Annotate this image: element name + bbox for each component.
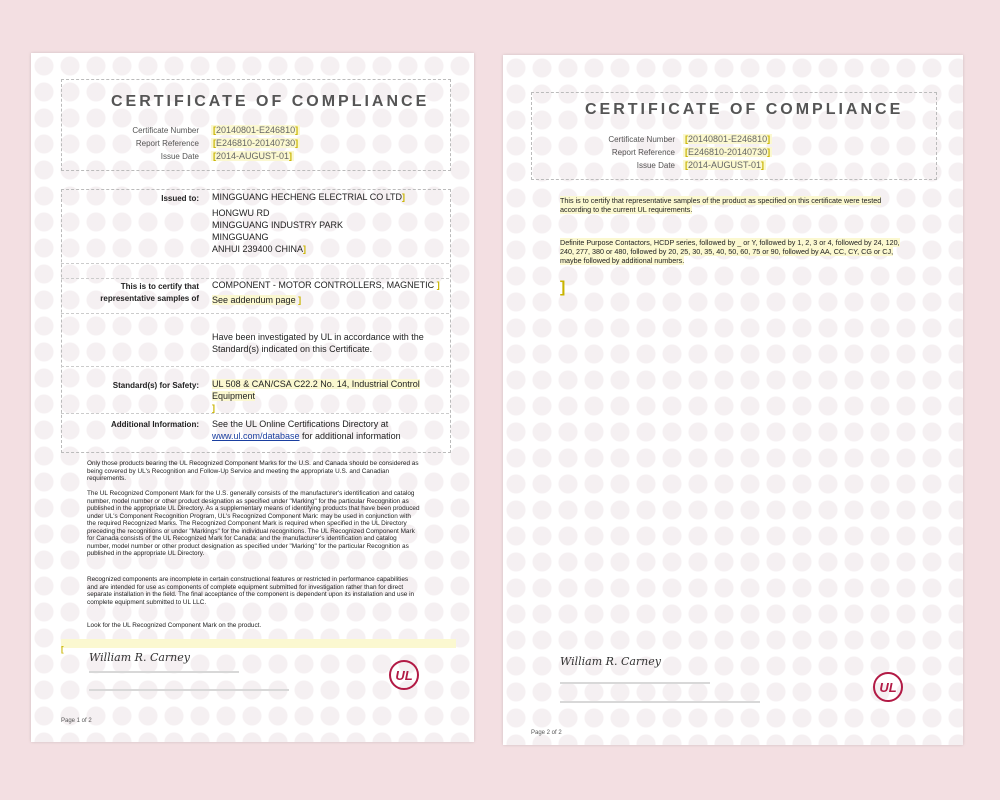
additional-info-value: See the UL Online Certifications Directory at www.ul.com/database for additional information bbox=[212, 419, 401, 441]
signature-caption bbox=[89, 671, 239, 673]
component-name: COMPONENT - MOTOR CONTROLLERS, MAGNETIC ] bbox=[212, 280, 440, 290]
additional-info-label: Additional Information: bbox=[111, 420, 199, 429]
report-reference-label: Report Reference bbox=[135, 139, 199, 148]
report-reference: [E246810-20140730] bbox=[685, 147, 771, 157]
standards-value: UL 508 & CAN/CSA C22.2 No. 14, Industrial Control Equipment ] bbox=[212, 379, 420, 413]
signature: William R. Carney bbox=[89, 651, 190, 664]
ul-logo: UL bbox=[389, 660, 419, 690]
issue-date: [2014-AUGUST-01] bbox=[685, 160, 765, 170]
footer-note bbox=[560, 701, 760, 703]
certify-label: This is to certify that representative samples of bbox=[100, 282, 199, 303]
see-addendum: See addendum page ] bbox=[212, 295, 302, 305]
page-number: Page 2 of 2 bbox=[531, 730, 562, 736]
certificate-number-label: Certificate Number bbox=[608, 135, 675, 144]
certificate-page-1 bbox=[31, 53, 474, 742]
investigated-statement: Have been investigated by UL in accordance with the Standard(s) indicated on this Certificate. bbox=[212, 332, 424, 354]
row-divider bbox=[61, 263, 449, 264]
address-line: MINGGUANG INDUSTRY PARK bbox=[212, 220, 344, 230]
ul-logo: UL bbox=[873, 672, 903, 702]
certificate-number-label: Certificate Number bbox=[132, 126, 199, 135]
report-reference-label: Report Reference bbox=[611, 148, 675, 157]
certificate-title: CERTIFICATE OF COMPLIANCE bbox=[585, 101, 904, 118]
marks-paragraph-4: Look for the UL Recognized Component Mark on the product. bbox=[87, 622, 262, 629]
report-reference: [E246810-20140730] bbox=[213, 138, 299, 148]
certificate-title: CERTIFICATE OF COMPLIANCE bbox=[111, 93, 430, 110]
address-line: HONGWU RD bbox=[212, 208, 270, 218]
issued-to-name: MINGGUANG HECHENG ELECTRIAL CO LTD] bbox=[212, 192, 406, 202]
marks-paragraph-1: Only those products bearing the UL Recognized Component Marks for the U.S. and Canada should be considered as being covered by UL's Recognition and Follow-Up Service and meeting the appropriate U.S. and Canadian requirements. bbox=[87, 460, 419, 482]
signature: William R. Carney bbox=[560, 655, 661, 668]
marks-paragraph-2: The UL Recognized Component Mark for the U.S. generally consists of the manufacturer's identification and catalog number, model number or other product designation as specified under "Marking" for the particular Recognition as published in the appropriate UL Directory. As a supplementary means of identifying products that have been produced under UL's Component Recognition Program, UL's Recognized Component Mark: may be used in conjunction with the required Recognized Marks. The Recognized Component Mark is required when specified in the UL Directory preceding the recognitions or under "Markings" for the individual recognitions. The UL Recognized Component Mark for Canada consists of the UL Recognized Mark for Canada: and the manufacturer's identification and catalog number, model number or other product designation as specified under "Marking" for the particular Recognition as published in the appropriate UL Directory. bbox=[87, 490, 420, 557]
page-number: Page 1 of 2 bbox=[61, 718, 92, 724]
issue-date-label: Issue Date bbox=[160, 152, 199, 161]
signature-caption bbox=[560, 682, 710, 684]
certify-statement: This is to certify that representative samples of the product as specified on this certificate were tested according to the current UL requirements. bbox=[560, 196, 882, 214]
issued-to-address bbox=[212, 207, 442, 255]
ul-database-link[interactable]: www.ul.com/database bbox=[212, 431, 300, 441]
highlight-bar: [ bbox=[61, 639, 456, 648]
address-line: MINGGUANG bbox=[212, 232, 269, 242]
issued-to-label: Issued to: bbox=[161, 194, 199, 203]
certificate-number: [20140801-E246810] bbox=[213, 125, 299, 135]
certificate-number: [20140801-E246810] bbox=[685, 134, 771, 144]
certificate-page-2 bbox=[503, 55, 963, 745]
issue-date-label: Issue Date bbox=[636, 161, 675, 170]
row-divider bbox=[61, 366, 449, 367]
issue-date: [2014-AUGUST-01] bbox=[213, 151, 293, 161]
standards-label: Standard(s) for Safety: bbox=[112, 381, 199, 390]
product-description: Definite Purpose Contactors, HCDP series, followed by _ or Y, followed by 1, 2, 3 or 4, followed by 24, 120, 240, 277, 380 or 480, followed by 20, 25, 30, 35, 40, 50, 60, 75 or 90, followed by AA, CC, CY, CG or CJ, maybe followed by additional numbers. bbox=[560, 238, 900, 265]
closing-bracket: ] bbox=[560, 279, 566, 296]
marks-paragraph-3: Recognized components are incomplete in certain constructional features or restricted in performance capabilities and are intended for use as components of complete equipment submitted for investigation rather than for direct separate installation in the field. The final acceptance of the component is dependent upon its installation and use in complete equipment submitted to UL LLC. bbox=[87, 576, 415, 606]
row-divider bbox=[61, 313, 449, 314]
address-line: ANHUI 239400 CHINA] bbox=[212, 244, 307, 254]
footer-note bbox=[89, 689, 289, 691]
